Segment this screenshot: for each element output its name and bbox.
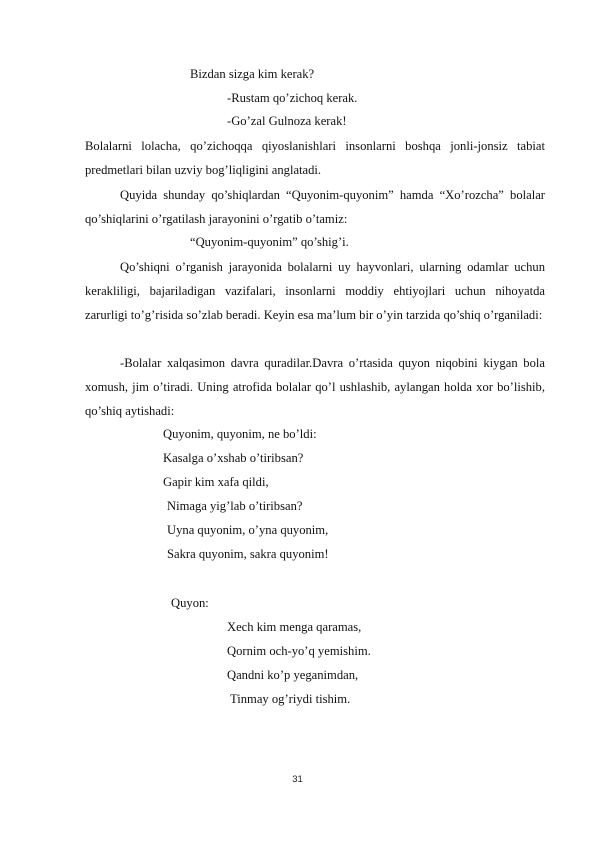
song-title: “Quyonim-quyonim” qo’shig’i. <box>190 235 349 249</box>
reply-line: Tinmay og’riydi tishim. <box>230 692 351 706</box>
reply-line: Qandni ko’p yeganimdan, <box>227 668 359 682</box>
page-number: 31 <box>292 774 303 785</box>
song-verse-line: Nimaga yig’lab o’tiribsan? <box>167 499 303 513</box>
song-verse-line: Kasalga o’xshab o’tiribsan? <box>163 451 304 465</box>
paragraph-2: Quyida shunday qo’shiqlardan “Quyonim-quyonim” hamda “Xo’rozcha” bolalar qo’shiqlarini o’rgatilash jarayonini o’rgatib o’tamiz: <box>85 188 545 227</box>
reply-line: Qornim och-yo’q yemishim. <box>227 644 371 658</box>
dialogue-question: Bizdan sizga kim kerak? <box>190 67 315 81</box>
song-verse-line: Sakra quyonim, sakra quyonim! <box>167 547 329 561</box>
paragraph-4: -Bolalar xalqasimon davra quradilar.Davra o’rtasida quyon niqobini kiygan bola xomush, jim o’tiradi. Uning atrofida bolalar qo’l ushlashib, aylangan holda xor bo’lishib, qo’shiq aytishadi: <box>85 356 545 419</box>
song-verse-line: Quyonim, quyonim, ne bo’ldi: <box>163 427 317 441</box>
reply-line: Xech kim menga qaramas, <box>227 620 362 634</box>
song-verse-line: Uyna quyonim, o’yna quyonim, <box>167 523 329 537</box>
dialogue-answer-2: -Go’zal Gulnoza kerak! <box>227 114 347 128</box>
paragraph-1: Bolalarni lolacha, qo’zichoqqa qiyoslanishlari insonlarni boshqa jonli-jonsiz tabiat predmetlari bilan uzviy bog’liqligini anglatadi. <box>85 139 545 178</box>
dialogue-answer-1: -Rustam qo’zichoq kerak. <box>227 91 358 105</box>
paragraph-3: Qo’shiqni o’rganish jarayonida bolalarni uy hayvonlari, ularning odamlar uchun kerakliligi, bajariladigan vazifalari, insonlarni moddiy ehtiyojlari uchun nihoyatda zarurligi to’g’risida so’zlab beradi. Keyin esa ma’lum bir o’yin tarzida qo’shiq o’rganiladi: <box>85 260 545 323</box>
reply-speaker: Quyon: <box>171 596 209 610</box>
song-verse-line: Gapir kim xafa qildi, <box>163 475 269 489</box>
